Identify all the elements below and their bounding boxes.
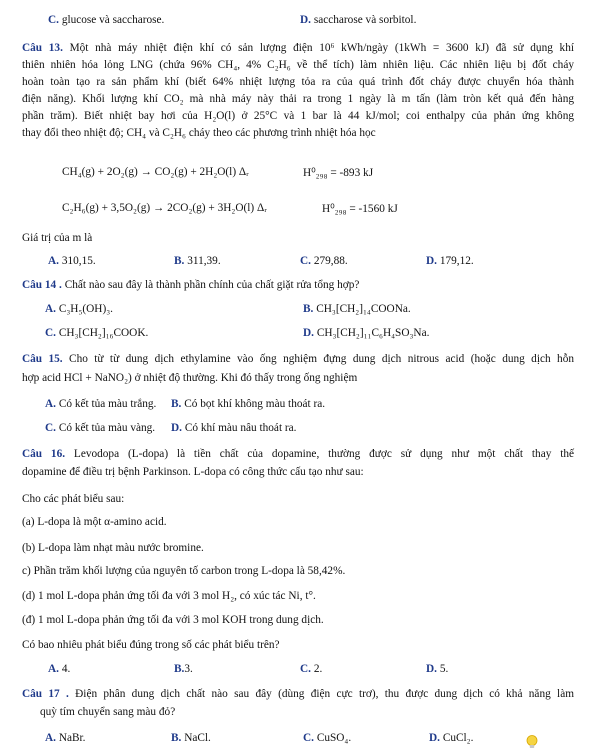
q15-options-row-1 bbox=[45, 396, 575, 412]
lightbulb-icon[interactable] bbox=[526, 735, 538, 749]
q13-line-3: hoàn toàn tạo ra sản phẩm khí (biết 64% nhiệt lượng tỏa ra của quá trình đốt cháy được chuyển hóa thành bbox=[22, 76, 574, 88]
q14-options-row-1 bbox=[45, 301, 575, 317]
q13-option-c[interactable]: C. 279,88. bbox=[300, 255, 348, 267]
q13-ask: Giá trị của m là bbox=[22, 232, 93, 244]
q17-line-1: Câu 17 . Điện phân dung dịch chất nào sau đây (dùng điện cực trơ), thu được dung dịch có khả năng làm bbox=[22, 688, 574, 700]
q15-option-c[interactable]: C. Có kết tủa màu vàng. bbox=[45, 422, 156, 434]
q16-line-1: Câu 16. Levodopa (L-dopa) là tiền chất của dopamine, thường được sử dụng như một chất thay thế bbox=[22, 448, 575, 460]
q14-options-row-2 bbox=[45, 325, 575, 341]
q14-option-c[interactable]: C. CH₃[CH₂]₁₆COOK. bbox=[45, 327, 149, 339]
q13-line-2: thiên nhiên hóa lỏng LNG (chứa 96% CH₄, 4% C₂H₆ về thể tích) làm nhiên liệu. Các nhiên liệu bị đốt cháy bbox=[22, 59, 574, 71]
q17-option-a[interactable]: A. NaBr. bbox=[45, 732, 86, 744]
q16-line-2: dopamine để điều trị bệnh Parkinson. L-dopa có công thức cấu tạo như sau: bbox=[22, 466, 364, 478]
q14-label: Câu 14 . bbox=[22, 279, 62, 291]
q15-options-row-2 bbox=[45, 420, 575, 436]
q15-line-1: Câu 15. Cho từ từ dung dịch ethylamine vào ống nghiệm đựng dung dịch nitrous acid (hoặc dung dịch hỗn bbox=[22, 353, 574, 365]
q13-option-b[interactable]: B. 311,39. bbox=[174, 255, 221, 267]
q13-enthalpy-2: H⁰₂₉₈ = -1560 kJ bbox=[322, 203, 398, 215]
q13-equation-1: CH₄(g) + 2O₂(g) → CO₂(g) + 2H₂O(l) Δᵣ bbox=[62, 166, 249, 178]
q15-option-b[interactable]: B. Có bọt khí không màu thoát ra. bbox=[171, 398, 326, 410]
q13-options bbox=[48, 253, 568, 269]
q17-label: Câu 17 . bbox=[22, 688, 69, 700]
q16-label: Câu 16. bbox=[22, 448, 66, 460]
q17-option-d[interactable]: D. CuCl₂. bbox=[429, 732, 474, 744]
q13-line-6: thay đổi theo nhiệt độ; CH₄ và C₂H₆ cháy theo các phương trình nhiệt hóa học bbox=[22, 127, 376, 139]
q13-option-a[interactable]: A. 310,15. bbox=[48, 255, 96, 267]
q13-label: Câu 13. bbox=[22, 42, 63, 54]
q16-ask: Có bao nhiêu phát biểu đúng trong số các phát biểu trên? bbox=[22, 639, 280, 651]
q15-option-a[interactable]: A. Có kết tủa màu trắng. bbox=[45, 398, 157, 410]
q14-option-b[interactable]: B. CH₃[CH₂]₁₄COONa. bbox=[303, 303, 411, 315]
q14-option-a[interactable]: A. C₃H₅(OH)₃. bbox=[45, 303, 113, 315]
q13-enthalpy-1: H⁰₂₉₈ = -893 kJ bbox=[303, 167, 374, 179]
prev-option-c[interactable]: C. glucose và saccharose. bbox=[48, 14, 165, 26]
q15-label: Câu 15. bbox=[22, 353, 63, 365]
q17-option-c[interactable]: C. CuSO₄. bbox=[303, 732, 352, 744]
q15-option-d[interactable]: D. Có khí màu nâu thoát ra. bbox=[171, 422, 297, 434]
q14-option-d[interactable]: D. CH₃[CH₂]₁₁C₆H₄SO₃Na. bbox=[303, 327, 430, 339]
q17-line-2: quỳ tím chuyển sang màu đỏ? bbox=[40, 706, 176, 718]
q16-statement-c: c) Phần trăm khối lượng của nguyên tố carbon trong L-dopa là 58,42%. bbox=[22, 565, 346, 577]
q13-equation-2: C₂H₆(g) + 3,5O₂(g) → 2CO₂(g) + 3H₂O(l) Δᵣ bbox=[62, 202, 267, 214]
q17-options bbox=[45, 730, 565, 746]
q15-line-2: hợp acid HCl + NaNO₂) ở nhiệt độ thường. Khi đó thấy trong ống nghiệm bbox=[22, 372, 358, 384]
prev-options-row bbox=[48, 12, 568, 28]
q13-option-d[interactable]: D. 179,12. bbox=[426, 255, 474, 267]
q16-options bbox=[48, 661, 568, 677]
q16-option-a[interactable]: A. 4. bbox=[48, 663, 71, 675]
q13-line-5: phần trăm). Biết nhiệt bay hơi của H₂O(l) ở 25°C và 1 bar là 44 kJ/mol; coi enthalpy của phản ứng không bbox=[22, 110, 574, 122]
q16-statement-b: (b) L-dopa làm nhạt màu nước bromine. bbox=[22, 542, 204, 554]
q13-line-4: điện năng). Khối lượng khí CO₂ mà nhà máy này thải ra trong 1 ngày là m tấn (làm tròn kết quả đến hàng bbox=[22, 93, 574, 105]
q16-statement-a: (a) L-dopa là một α-amino acid. bbox=[22, 516, 167, 528]
q16-intro: Cho các phát biểu sau: bbox=[22, 493, 125, 505]
q14-line-1: Câu 14 . Chất nào sau đây là thành phần chính của chất giặt rửa tổng hợp? bbox=[22, 279, 360, 291]
q16-option-c[interactable]: C. 2. bbox=[300, 663, 323, 675]
q16-option-b[interactable]: B.3. bbox=[174, 663, 193, 675]
q17-option-b[interactable]: B. NaCl. bbox=[171, 732, 211, 744]
q16-statement-e: (đ) 1 mol L-dopa phản ứng tối đa với 3 mol KOH trong dung dịch. bbox=[22, 614, 324, 626]
q16-statement-d: (d) 1 mol L-dopa phản ứng tối đa với 3 mol H₂, có xúc tác Ni, t°. bbox=[22, 590, 316, 602]
q16-option-d[interactable]: D. 5. bbox=[426, 663, 449, 675]
prev-option-d[interactable]: D. saccharose và sorbitol. bbox=[300, 14, 417, 26]
q13-line-1: Câu 13. Một nhà máy nhiệt điện khí có sản lượng điện 10⁶ kWh/ngày (1kWh = 3600 kJ) đã sử dụng khí bbox=[22, 42, 574, 54]
